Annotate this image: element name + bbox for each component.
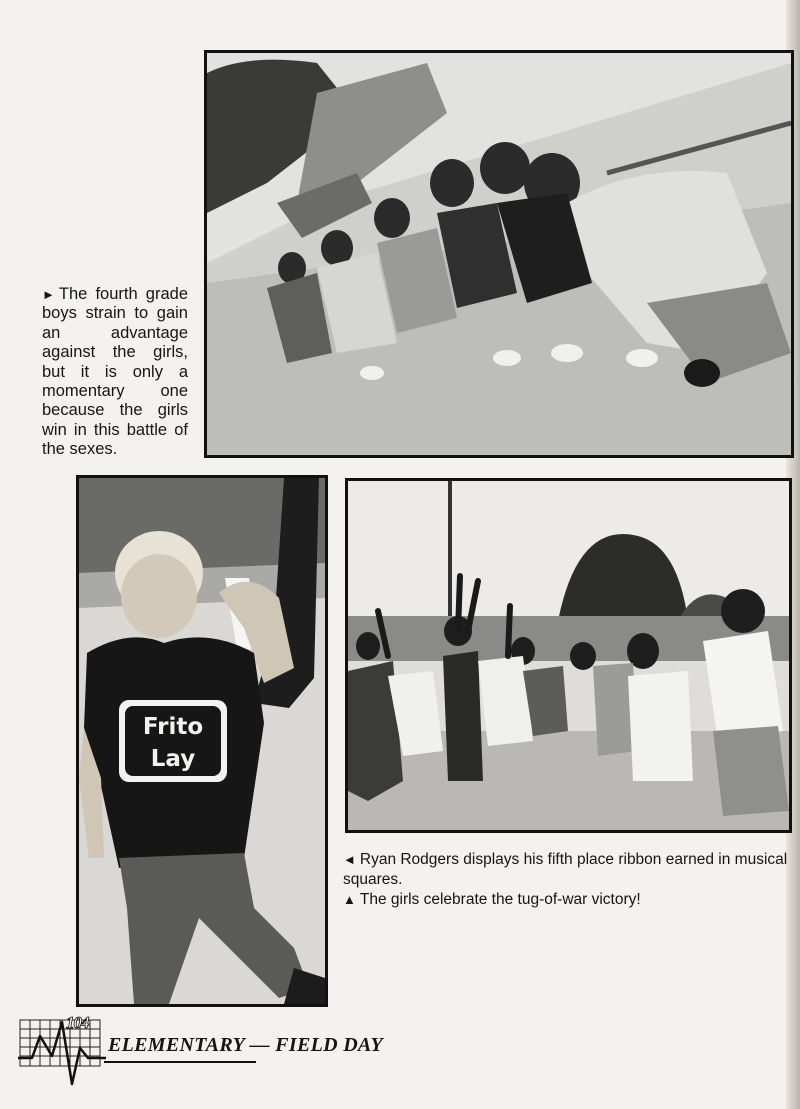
- shirt-logo-lay: Lay: [150, 746, 196, 772]
- heartbeat-grid-icon: [18, 1018, 106, 1086]
- page-number: 104: [66, 1013, 89, 1032]
- section-title: ELEMENTARY — FIELD DAY: [108, 1034, 383, 1056]
- up-pointer-icon: ▲: [343, 892, 356, 907]
- left-pointer-icon: ◄: [343, 852, 356, 867]
- tug-of-war-caption: [42, 285, 188, 460]
- celebrate-caption: [343, 890, 793, 910]
- celebrate-caption-text: The girls celebrate the tug-of-war victory!: [359, 891, 641, 908]
- ryan-rodgers-photo: [76, 475, 328, 1007]
- footer-divider: [104, 1061, 256, 1063]
- ryan-caption: [343, 850, 793, 890]
- shirt-logo-frito: Frito: [142, 714, 204, 740]
- girls-celebrate-photo: [345, 478, 792, 833]
- bottom-captions: [343, 850, 793, 910]
- tug-of-war-photo: [204, 50, 794, 458]
- tug-of-war-caption-text: The fourth grade boys strain to gain an advantage against the girls, but it is only a momentary one because the girls win in this battle of the sexes.: [42, 285, 188, 459]
- right-pointer-icon: ►: [42, 287, 55, 302]
- ryan-caption-text: Ryan Rodgers displays his fifth place ribbon earned in musical squares.: [343, 851, 788, 888]
